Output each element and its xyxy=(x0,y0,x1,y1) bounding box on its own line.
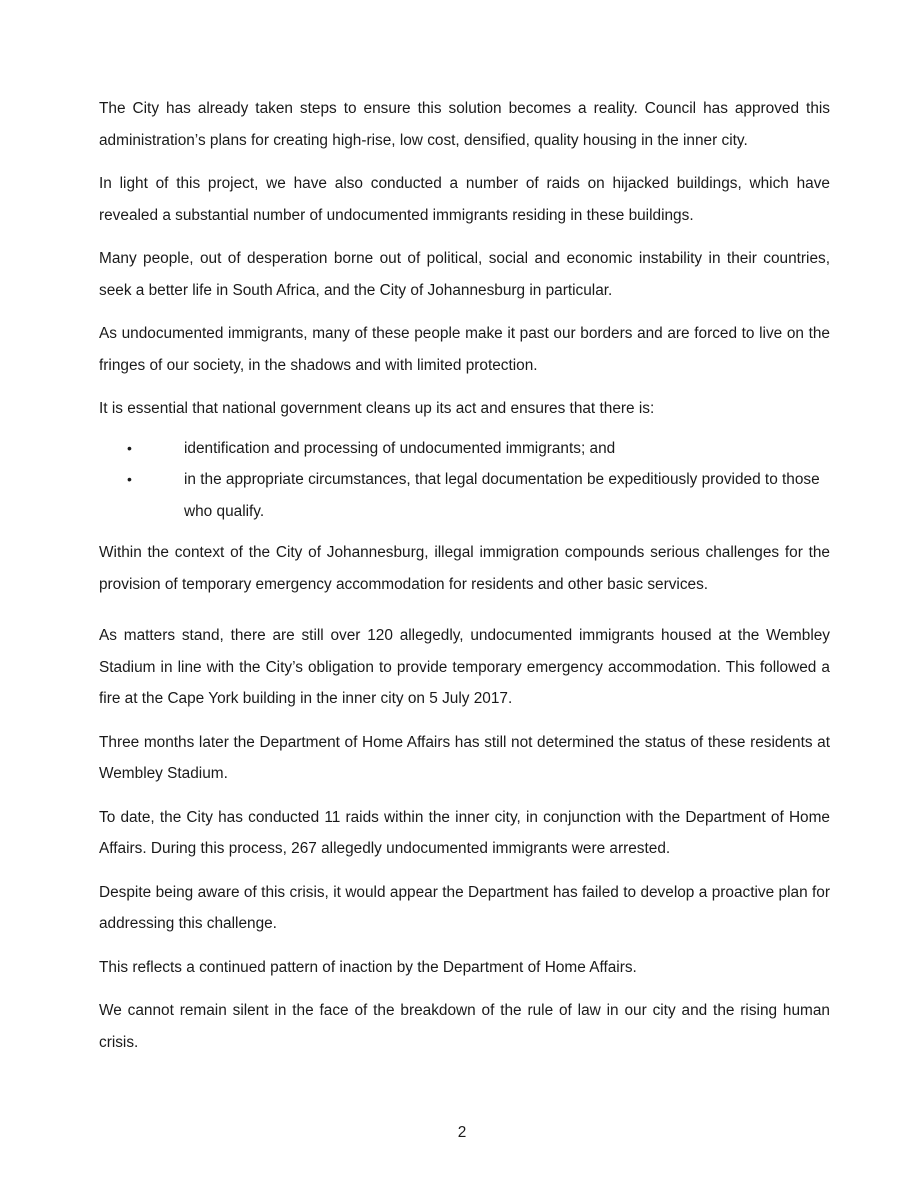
bullet-item-documentation xyxy=(99,464,830,527)
paragraph-context-johannesburg: Within the context of the City of Johannesburg, illegal immigration compounds serious challenges for the provision of temporary emergency accommodation for residents and other basic services. xyxy=(99,544,830,593)
bullet-text: in the appropriate circumstances, that legal documentation be expeditiously provided to those who qualify. xyxy=(184,471,820,520)
bullet-list xyxy=(99,433,830,528)
paragraph-department-failure: Despite being aware of this crisis, it would appear the Department has failed to develop a proactive plan for addressing this challenge. xyxy=(99,883,830,932)
paragraph-pattern-inaction: This reflects a continued pattern of inaction by the Department of Home Affairs. xyxy=(99,958,637,976)
paragraph-desperation: Many people, out of desperation borne out of political, social and economic instability in their countries, seek a better life in South Africa, and the City of Johannesburg in particular. xyxy=(99,250,830,299)
bullet-item-identification xyxy=(99,433,830,465)
page-number: 2 xyxy=(457,1124,467,1141)
paragraph-three-months: Three months later the Department of Home Affairs has still not determined the status of these residents at Wembley Stadium. xyxy=(99,733,830,782)
paragraph-cannot-remain-silent: We cannot remain silent in the face of the breakdown of the rule of law in our city and the rising human crisis. xyxy=(99,1002,830,1051)
paragraph-raids-arrests: To date, the City has conducted 11 raids within the inner city, in conjunction with the Department of Home Affairs. During this process, 267 allegedly undocumented immigrants were arrested. xyxy=(99,808,830,857)
paragraph-national-government: It is essential that national government cleans up its act and ensures that there is: xyxy=(99,400,655,417)
bullet-icon: • xyxy=(127,471,132,487)
document-body xyxy=(99,93,830,1070)
paragraph-undocumented-immigrants: As undocumented immigrants, many of these people make it past our borders and are forced to live on the fringes of our society, in the shadows and with limited protection. xyxy=(99,325,830,374)
paragraph-raids: In light of this project, we have also conducted a number of raids on hijacked buildings, which have revealed a substantial number of undocumented immigrants residing in these buildings. xyxy=(99,175,830,224)
bullet-text: identification and processing of undocumented immigrants; and xyxy=(184,439,616,457)
paragraph-wembley-stadium: As matters stand, there are still over 120 allegedly, undocumented immigrants housed at the Wembley Stadium in line with the City’s obligation to provide temporary emergency accommodation. This followed a fire at the Cape York building in the inner city on 5 July 2017. xyxy=(99,627,830,707)
paragraph-council-approval: The City has already taken steps to ensure this solution becomes a reality. Council has approved this administration’s plans for creating high-rise, low cost, densified, quality housing in the inner city. xyxy=(99,100,830,149)
bullet-icon: • xyxy=(127,439,132,456)
